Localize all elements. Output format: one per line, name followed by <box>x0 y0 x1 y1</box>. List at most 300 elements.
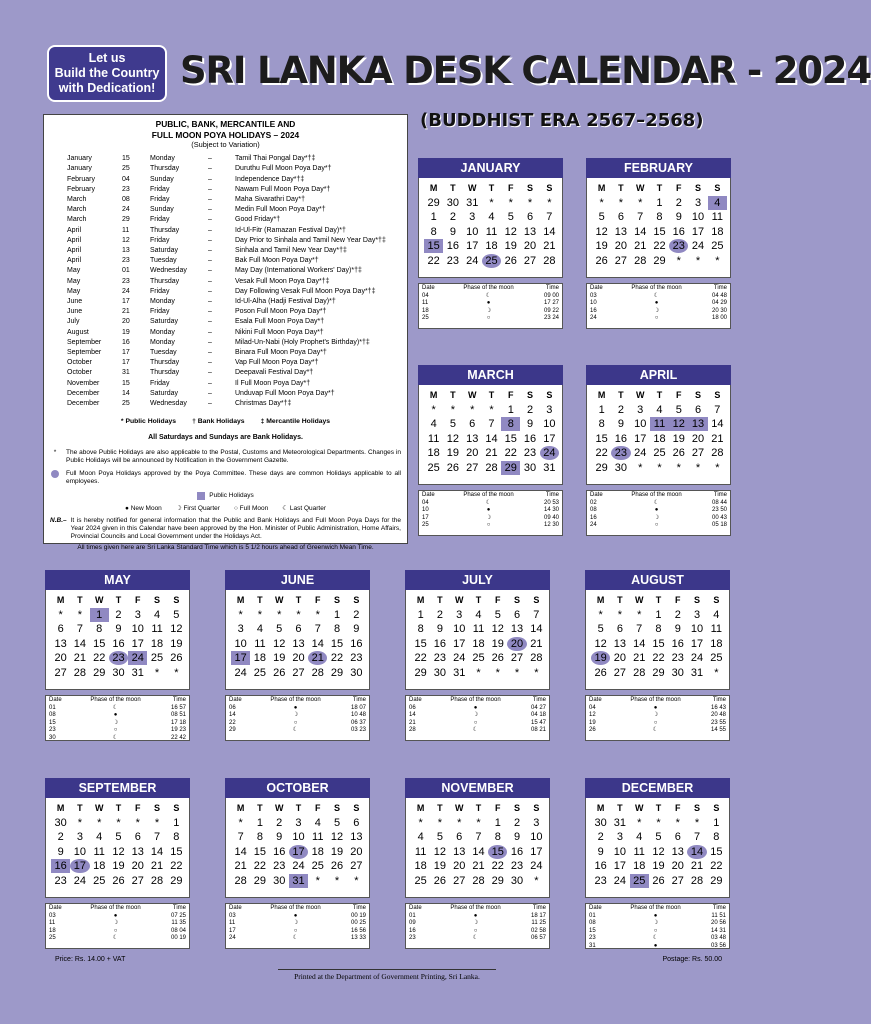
month-title: JULY <box>405 570 550 590</box>
holiday-name: Milad-Un-Nabi (Holy Prophet's Birthday)*†‡ <box>235 338 370 346</box>
day-cell: 28 <box>485 461 498 474</box>
day-cell: 16 <box>671 637 684 650</box>
empty-day-cell: * <box>715 461 720 474</box>
day-cell: 12 <box>652 845 665 858</box>
day-cell: 10 <box>634 418 647 431</box>
day-cell: 3 <box>616 831 623 844</box>
day-cell: 30 <box>510 874 524 887</box>
day-cell: 15 <box>414 637 427 650</box>
empty-day-cell: * <box>97 816 102 829</box>
day-cell: 19 <box>273 652 286 665</box>
holiday-weekday: Friday <box>150 236 170 244</box>
weekday-header: T <box>618 183 624 194</box>
holiday-weekday: Monday <box>150 338 175 346</box>
phase-name-header: Phase of the moon <box>90 697 141 703</box>
week-row <box>51 874 186 889</box>
buddhist-era: (BUDDHIST ERA 2567–2568) <box>420 110 704 131</box>
day-cell: 18 <box>253 652 267 665</box>
moon-phase-header <box>590 285 727 293</box>
day-cell: 3 <box>693 608 701 621</box>
day-cell: 29 <box>330 666 344 679</box>
empty-day-cell: * <box>638 196 643 209</box>
holiday-weekday: Tuesday <box>150 349 177 357</box>
weekday-header: W <box>274 595 284 606</box>
moon-phase-icon: ☽ <box>485 514 492 521</box>
holiday-weekday: Friday <box>150 185 170 193</box>
day-cell: 13 <box>54 637 67 650</box>
poya-day-cell: 25 <box>482 254 501 268</box>
weekday-header: S <box>334 595 341 606</box>
phase-name-header: Phase of the moon <box>631 285 682 291</box>
holiday-row <box>50 226 401 236</box>
weekday-header: T <box>617 595 623 606</box>
phase-time: 23 50 <box>711 507 727 514</box>
moon-phase-row <box>590 293 727 301</box>
day-cell: 17 <box>530 845 543 858</box>
day-cell: 16 <box>446 240 460 253</box>
month-title: OCTOBER <box>225 778 370 798</box>
note-poya <box>50 470 401 486</box>
moon-phase-row <box>590 300 727 308</box>
day-cell: 20 <box>292 652 305 665</box>
moon-phase-icon: ☾ <box>472 727 479 734</box>
empty-day-cell: * <box>77 608 83 621</box>
moon-phase-icon: ☾ <box>653 499 660 506</box>
moon-phase-row <box>422 293 559 301</box>
moon-phase-icon: ☾ <box>112 734 119 741</box>
weekday-header-row <box>591 801 726 816</box>
holiday-dash: – <box>208 338 212 346</box>
empty-day-cell: * <box>695 254 701 267</box>
day-cell: 29 <box>652 666 665 679</box>
phase-date-header: Date <box>49 697 62 703</box>
day-cell: 1 <box>713 816 720 829</box>
day-cell: 8 <box>494 831 501 844</box>
phase-date: 06 <box>229 704 236 711</box>
week-row <box>424 254 559 269</box>
week-row <box>411 651 546 666</box>
holiday-dash: – <box>208 349 212 357</box>
first-quarter-legend: ☽ First Quarter <box>175 504 220 512</box>
day-cell: 9 <box>617 418 624 431</box>
day-cell: 29 <box>653 254 666 267</box>
day-cell: 7 <box>693 831 701 844</box>
holiday-dash: – <box>208 298 212 306</box>
weekday-header: S <box>173 803 180 814</box>
month-grid <box>585 798 730 898</box>
holiday-month: August <box>67 328 89 336</box>
holiday-name: Duruthu Full Moon Poya Day*† <box>235 165 332 173</box>
day-cell: 26 <box>433 874 447 887</box>
moon-phase-icon: ○ <box>653 719 658 726</box>
day-cell: 9 <box>57 845 64 858</box>
weekday-header: T <box>488 390 495 401</box>
moon-phase-row <box>49 720 186 728</box>
phase-time: 09 22 <box>543 307 559 314</box>
weekday-header: S <box>694 595 701 606</box>
day-cell: 4 <box>488 211 495 224</box>
day-cell: 2 <box>513 816 521 829</box>
phase-date-header: Date <box>589 697 602 703</box>
moon-phase-table <box>45 695 190 741</box>
day-cell: 24 <box>690 652 704 665</box>
day-cell: 16 <box>672 225 685 238</box>
weekday-header-row <box>592 388 727 403</box>
day-cell: 8 <box>96 623 103 636</box>
day-cell: 2 <box>353 608 360 621</box>
holiday-month: February <box>67 175 96 183</box>
day-cell: 30 <box>54 816 67 829</box>
day-cell: 28 <box>634 254 647 267</box>
moon-phase-table <box>418 490 563 536</box>
moon-phase-icon: ○ <box>486 522 491 529</box>
day-cell: 8 <box>256 831 263 844</box>
phase-time: 00 19 <box>170 935 186 942</box>
phase-date: 04 <box>589 704 596 711</box>
holiday-day: 14 <box>122 389 130 397</box>
weekday-header: S <box>353 803 360 814</box>
phase-time: 08 44 <box>711 499 727 506</box>
week-row <box>51 816 186 831</box>
day-cell: 3 <box>134 608 141 621</box>
phase-time: 19 23 <box>170 727 186 734</box>
holiday-name: Christmas Day*†‡ <box>235 400 292 408</box>
public-holiday-cell: 4 <box>708 196 727 210</box>
empty-day-cell: * <box>116 816 121 829</box>
day-cell: 15 <box>93 637 106 650</box>
moon-phase-header <box>49 697 186 705</box>
empty-day-cell: * <box>637 816 642 829</box>
day-cell: 13 <box>671 845 684 858</box>
moon-phase-table <box>405 903 550 949</box>
holiday-row <box>50 389 401 399</box>
phase-date: 17 <box>229 927 236 934</box>
phase-date: 14 <box>229 712 236 719</box>
day-cell: 17 <box>453 637 466 650</box>
day-cell: 28 <box>543 254 556 267</box>
weekday-header: M <box>236 595 245 606</box>
day-cell: 22 <box>491 860 504 873</box>
holiday-row <box>50 328 401 338</box>
holiday-name: Bak Full Moon Poya Day*† <box>235 257 319 265</box>
holiday-month: September <box>67 338 102 346</box>
week-row <box>591 622 726 637</box>
week-row <box>51 830 186 845</box>
empty-day-cell: * <box>599 196 604 209</box>
weekend-note: All Saturdays and Sundays are Bank Holidays. <box>148 434 303 442</box>
phase-time: 11 51 <box>711 912 726 919</box>
day-cell: 28 <box>311 666 324 679</box>
holiday-month: October <box>67 369 92 377</box>
week-row <box>424 446 559 461</box>
weekday-header-row <box>424 388 559 403</box>
moon-phase-row <box>409 712 546 720</box>
week-row <box>592 446 727 461</box>
day-cell: 1 <box>430 211 437 224</box>
weekday-header: S <box>695 183 702 194</box>
week-row <box>51 651 186 666</box>
weekday-header-row <box>591 593 726 608</box>
day-cell: 23 <box>594 874 607 887</box>
week-row <box>231 816 366 831</box>
week-row <box>231 622 366 637</box>
month-title: APRIL <box>586 365 731 385</box>
moon-phase-icon: ☽ <box>292 920 299 927</box>
day-cell: 26 <box>652 874 665 887</box>
holiday-row <box>50 297 401 307</box>
holiday-row <box>50 348 401 358</box>
weekday-header: S <box>353 595 360 606</box>
day-cell: 11 <box>254 637 266 650</box>
weekday-header: T <box>257 595 263 606</box>
holiday-name: Day Prior to Sinhala and Tamil New Year Day*†‡ <box>235 236 386 244</box>
poya-day-cell: 14 <box>687 845 706 859</box>
weekday-header: M <box>597 183 606 194</box>
week-row <box>411 874 546 889</box>
day-cell: 23 <box>523 447 537 460</box>
moon-phase-icon: ○ <box>293 719 298 726</box>
holiday-row <box>50 205 401 215</box>
day-cell: 5 <box>675 403 682 416</box>
weekday-header: S <box>527 183 534 194</box>
day-cell: 5 <box>598 211 605 224</box>
day-cell: 1 <box>655 608 662 621</box>
holiday-month: March <box>67 196 87 204</box>
day-cell: 30 <box>523 461 537 474</box>
day-cell: 13 <box>614 225 628 238</box>
phase-time: 07 25 <box>170 912 186 919</box>
week-row <box>591 637 726 652</box>
phase-time-header: Time <box>713 285 727 291</box>
day-cell: 23 <box>54 874 67 887</box>
day-cell: 6 <box>57 623 64 636</box>
holiday-name: Esala Full Moon Poya Day*† <box>235 318 325 326</box>
day-cell: 9 <box>115 623 122 636</box>
day-cell: 15 <box>652 637 665 650</box>
day-cell: 30 <box>614 461 628 474</box>
month-grid <box>418 178 563 278</box>
phase-time: 15 47 <box>530 719 546 726</box>
holiday-day: 17 <box>122 359 130 367</box>
phase-date-header: Date <box>422 492 435 498</box>
day-cell: 3 <box>76 831 83 844</box>
nb-label: N.B.– <box>50 517 67 525</box>
phase-date: 09 <box>409 920 416 927</box>
empty-day-cell: * <box>637 608 642 621</box>
moon-phase-table <box>45 903 190 949</box>
holiday-weekday: Thursday <box>150 226 180 234</box>
day-cell: 10 <box>690 623 704 636</box>
empty-day-cell: * <box>257 608 263 621</box>
day-cell: 4 <box>430 418 437 431</box>
week-row <box>591 651 726 666</box>
day-cell: 28 <box>711 447 724 460</box>
day-cell: 29 <box>427 196 440 209</box>
day-cell: 14 <box>530 623 543 636</box>
page-title: SRI LANKA DESK CALENDAR - 2024 <box>180 49 871 92</box>
holiday-title-line-2: FULL MOON POYA HOLIDAYS – 2024 <box>151 129 300 140</box>
day-cell: 5 <box>507 211 514 224</box>
moon-phase-icon: ● <box>473 704 478 711</box>
day-cell: 19 <box>446 447 460 460</box>
moon-phase-icon: ● <box>473 912 478 919</box>
empty-day-cell: * <box>315 874 320 887</box>
day-cell: 27 <box>671 874 684 887</box>
day-cell: 28 <box>472 874 485 887</box>
day-cell: 12 <box>433 845 447 858</box>
day-cell: 20 <box>54 652 67 665</box>
weekday-header: S <box>546 390 553 401</box>
day-cell: 21 <box>234 860 247 873</box>
moon-phase-row <box>409 727 546 735</box>
day-cell: 15 <box>253 845 267 858</box>
phase-date: 21 <box>409 719 416 726</box>
holiday-dash: – <box>208 318 212 326</box>
phase-date: 03 <box>229 912 236 919</box>
week-row <box>411 637 546 652</box>
day-cell: 21 <box>633 652 646 665</box>
day-cell: 29 <box>595 461 608 474</box>
day-cell: 25 <box>427 461 440 474</box>
holiday-month: November <box>67 379 100 387</box>
month-grid <box>418 385 563 485</box>
phase-name-header: Phase of the moon <box>90 905 141 911</box>
holiday-month: March <box>67 206 87 214</box>
day-cell: 2 <box>674 608 681 621</box>
day-cell: 6 <box>694 403 702 416</box>
weekday-header: S <box>334 803 341 814</box>
day-cell: 13 <box>131 845 144 858</box>
moon-phase-icon: ☾ <box>292 935 299 942</box>
nb-text: It is hereby notified for general information that the Public and Bank Holidays and Full Moon Poya Days for the Year 2024 given in this Calendar have been approved by the Hon. Minister of Public Administration, Home Affairs, Provincial Councils and Local Government under the Holidays Act. <box>70 517 401 541</box>
weekday-header: T <box>115 803 122 814</box>
week-row <box>231 845 366 860</box>
phase-time: 03 23 <box>350 727 366 734</box>
public-holiday-cell: 13 <box>688 417 707 431</box>
holiday-name: Maha Sivarathri Day*† <box>235 196 306 204</box>
week-row <box>411 845 546 860</box>
weekday-header-row <box>424 181 559 196</box>
phase-time-header: Time <box>713 492 727 498</box>
weekday-header: T <box>295 803 302 814</box>
moon-phase-header <box>409 697 546 705</box>
moon-phase-icon: ● <box>486 300 491 307</box>
day-cell: 18 <box>711 225 724 238</box>
day-cell: 29 <box>253 874 267 887</box>
day-cell: 17 <box>131 637 144 650</box>
phase-time: 03 56 <box>710 942 726 949</box>
holiday-weekday: Sunday <box>150 206 174 214</box>
moon-phase-row <box>422 300 559 308</box>
day-cell: 3 <box>237 623 244 636</box>
week-row <box>51 666 186 681</box>
day-cell: 7 <box>237 831 244 844</box>
phase-date: 08 <box>590 507 597 514</box>
phase-date: 11 <box>422 300 429 307</box>
empty-day-cell: * <box>154 666 160 679</box>
holiday-month: March <box>67 216 87 224</box>
poya-day-cell: 21 <box>308 651 327 665</box>
day-cell: 27 <box>292 666 305 679</box>
phase-date: 08 <box>49 712 56 719</box>
holiday-dash: – <box>208 379 212 387</box>
day-cell: 17 <box>543 432 556 445</box>
day-cell: 31 <box>690 666 704 679</box>
day-cell: 25 <box>414 874 427 887</box>
day-cell: 1 <box>256 816 263 829</box>
moon-phase-row <box>422 522 559 530</box>
moon-phase-row <box>229 935 366 943</box>
moon-phase-row <box>409 935 546 943</box>
holiday-weekday: Saturday <box>150 389 179 397</box>
moon-phase-icon: ☾ <box>292 727 299 734</box>
week-row <box>51 845 186 860</box>
holiday-month: April <box>67 257 82 265</box>
empty-day-cell: * <box>354 874 359 887</box>
holiday-month: June <box>67 298 83 306</box>
day-cell: 7 <box>475 831 482 844</box>
moon-phase-row <box>49 705 186 713</box>
day-cell: 21 <box>530 637 543 650</box>
day-cell: 14 <box>543 225 556 238</box>
moon-phase-row <box>590 507 727 515</box>
moon-phase-header <box>409 905 546 913</box>
phase-date: 15 <box>589 927 596 934</box>
phase-date: 04 <box>422 499 429 506</box>
day-cell: 18 <box>311 845 324 858</box>
phase-date: 22 <box>229 719 236 726</box>
day-cell: 10 <box>691 211 705 224</box>
phase-time: 09 40 <box>543 514 559 521</box>
moon-phase-icon: ☾ <box>652 727 659 734</box>
moon-phase-table <box>586 283 731 329</box>
day-cell: 23 <box>671 652 684 665</box>
poya-day-cell: 23 <box>611 446 630 460</box>
phase-time: 00 19 <box>350 912 366 919</box>
postage-label: Postage: Rs. 50.00 <box>662 956 722 963</box>
moon-phase-header <box>590 492 727 500</box>
phase-date-header: Date <box>422 285 435 291</box>
phase-date: 23 <box>409 935 416 942</box>
last-quarter-legend: ☾ Last Quarter <box>282 504 326 512</box>
phase-time: 16 57 <box>170 704 186 711</box>
weekday-header: T <box>656 183 663 194</box>
day-cell: 15 <box>595 432 608 445</box>
full-moon-legend: ○ Full Moon <box>233 504 269 512</box>
holiday-row <box>50 236 401 246</box>
holiday-month: July <box>67 318 80 326</box>
empty-day-cell: * <box>238 816 243 829</box>
day-cell: 20 <box>466 447 479 460</box>
phase-date: 26 <box>589 727 596 734</box>
empty-day-cell: * <box>457 816 462 829</box>
day-cell: 7 <box>636 623 643 636</box>
holiday-day: 17 <box>122 349 130 357</box>
holiday-day: 24 <box>122 287 130 295</box>
day-cell: 3 <box>694 196 702 209</box>
week-row <box>411 622 546 637</box>
empty-day-cell: * <box>470 403 475 416</box>
phase-date: 23 <box>589 935 596 942</box>
moon-phase-icon: ● <box>293 912 298 919</box>
day-cell: 12 <box>491 623 504 636</box>
weekday-header-row <box>592 181 727 196</box>
day-cell: 21 <box>472 860 485 873</box>
public-holiday-cell: 12 <box>669 417 688 431</box>
day-cell: 7 <box>533 608 540 621</box>
phase-time: 14 30 <box>543 507 559 514</box>
day-cell: 27 <box>510 652 524 665</box>
